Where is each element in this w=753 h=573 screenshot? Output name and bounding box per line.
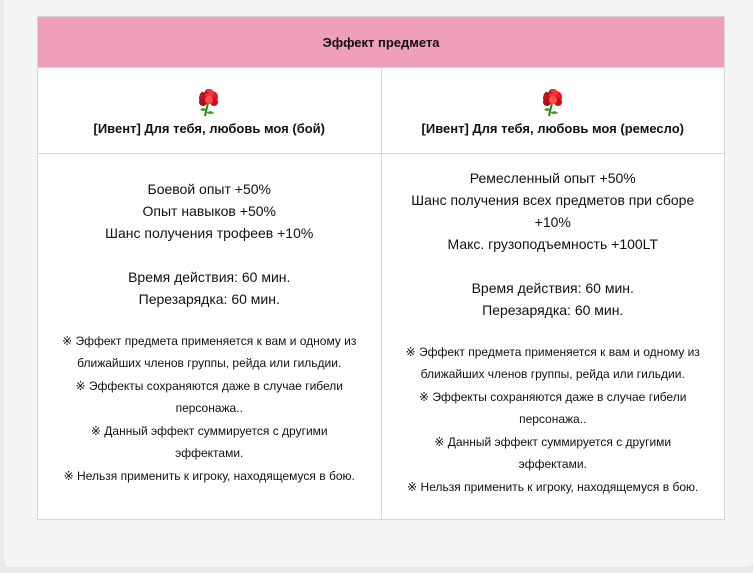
cooldown-text: Перезарядка: 60 мин.: [138, 290, 280, 307]
note-line: эффектами.: [175, 446, 244, 461]
note-line: ※ Нельзя применить к игроку, находящемуся в бою.: [63, 468, 355, 483]
notes-combat: [52, 330, 367, 488]
carnation-flower-icon: [538, 89, 568, 117]
note-line: ※ Эффекты сохраняются даже в случае гибели: [75, 378, 343, 393]
carnation-flower-icon: [194, 89, 224, 117]
notes-crafting: [396, 341, 711, 499]
note-line: ※ Эффекты сохраняются даже в случае гибели: [418, 389, 687, 404]
note-line: ※ Эффект предмета применяется к вам и одному из: [405, 344, 700, 359]
duration-text: Время действия: 60 мин.: [128, 268, 291, 285]
item-name-combat: [Ивент] Для тебя, любовь моя (бой): [93, 121, 325, 136]
note-line: ※ Эффект предмета применяется к вам и одному из: [62, 333, 357, 348]
effect-line: Шанс получения трофеев +10%: [105, 224, 314, 241]
note-line: ※ Нельзя применить к игроку, находящемуся в бою.: [407, 479, 699, 494]
effect-line: Макс. грузоподъемность +100LT: [447, 235, 658, 252]
content-panel: [4, 0, 753, 567]
item-cell-combat: [38, 68, 382, 154]
note-line: персонажа..: [519, 412, 587, 427]
duration-text: Время действия: 60 мин.: [471, 279, 634, 296]
note-line: ближайших членов группы, рейда или гильдии.: [77, 356, 342, 371]
item-cell-crafting: [381, 68, 725, 154]
effect-line: Боевой опыт +50%: [147, 180, 271, 197]
effect-line: Ремесленный опыт +50%: [469, 169, 636, 186]
note-line: ※ Данный эффект суммируется с другими: [90, 423, 328, 438]
cooldown-text: Перезарядка: 60 мин.: [482, 301, 624, 318]
note-line: ближайших членов группы, рейда или гильдии.: [420, 367, 685, 382]
note-line: персонажа..: [175, 401, 243, 416]
effect-line: +10%: [534, 213, 571, 230]
effect-cell-crafting: [381, 154, 725, 520]
effect-cell-combat: [38, 154, 382, 520]
effects-list-combat: [52, 178, 367, 310]
table-header: [38, 17, 725, 68]
note-line: эффектами.: [518, 457, 587, 472]
effects-list-crafting: [396, 167, 711, 321]
header-title: Эффект предмета: [322, 34, 440, 50]
note-line: ※ Данный эффект суммируется с другими: [434, 434, 672, 449]
effect-line: Шанс получения всех предметов при сборе: [411, 191, 695, 208]
item-name-crafting: [Ивент] Для тебя, любовь моя (ремесло): [421, 121, 684, 136]
effect-line: Опыт навыков +50%: [142, 202, 276, 219]
item-effect-table: [37, 16, 725, 520]
